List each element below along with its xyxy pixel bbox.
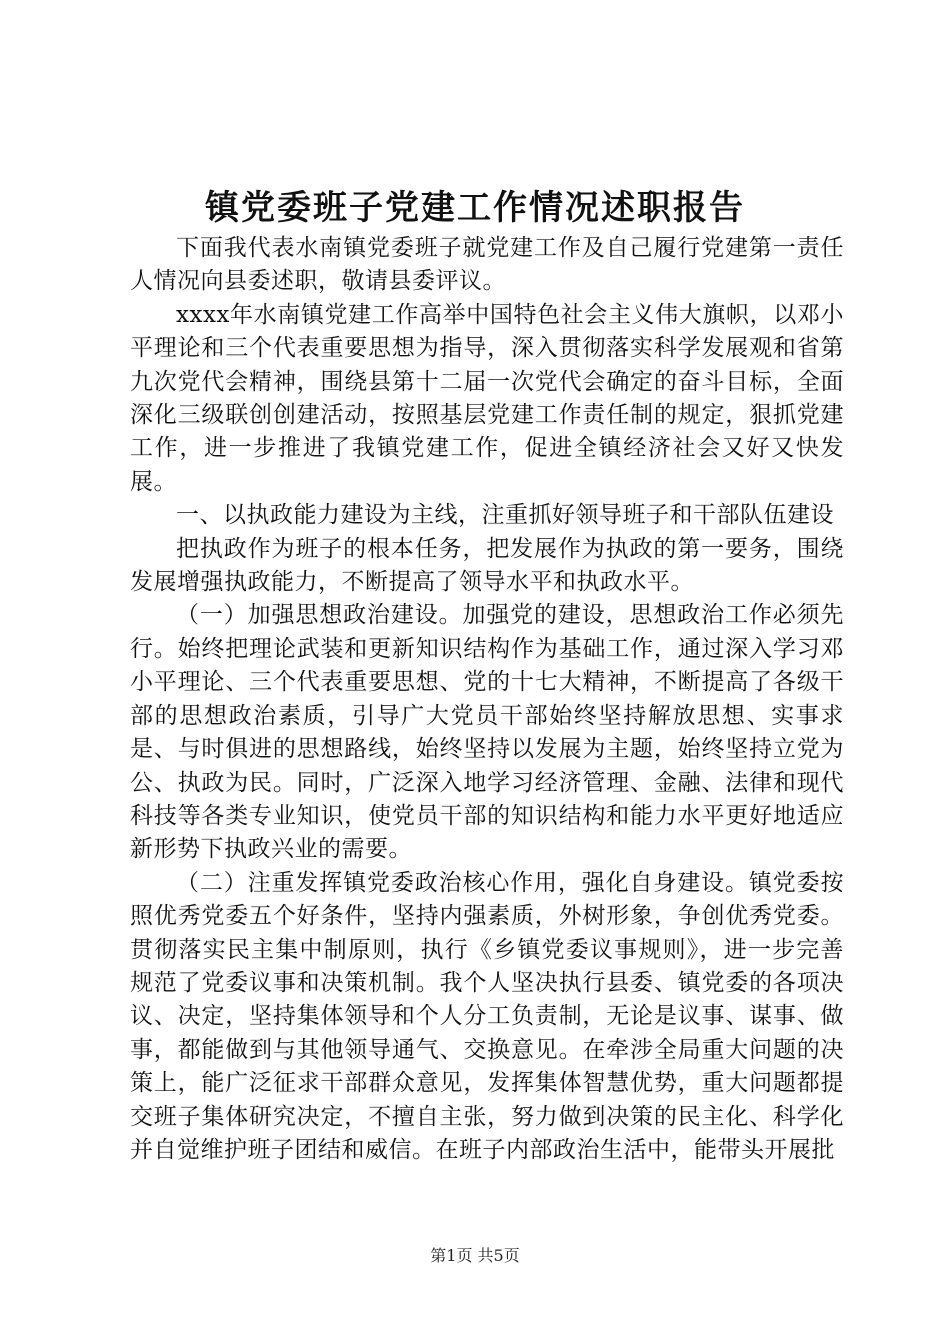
paragraph-section-one-intro: 把执政作为班子的根本任务，把发展作为执政的第一要务，围绕发展增强执政能力，不断提高了领导水平和执政水平。 <box>130 535 844 596</box>
document-body <box>130 232 844 1167</box>
document-title: 镇党委班子党建工作情况述职报告 <box>205 188 745 228</box>
section-heading-one: 一、以执政能力建设为主线，注重抓好领导班子和干部队伍建设 <box>176 502 834 529</box>
paragraph-intro: 下面我代表水南镇党委班子就党建工作及自己履行党建第一责任人情况向县委述职，敬请县委评议。 <box>130 235 844 295</box>
paragraph-subsection-two: （二）注重发挥镇党委政治核心作用，强化自身建设。镇党委按照优秀党委五个好条件，坚持内强素质，外树形象，争创优秀党委。贯彻落实民主集中制原则，执行《乡镇党委议事规则》，进一步完善规范了党委议事和决策机制。我个人坚决执行县委、镇党委的各项决议、决定，坚持集体领导和个人分工负责制，无论是议事、谋事、做事，都能做到与其他领导通气、交换意见。在牵涉全局重大问题的决策上，能广泛征求干部群众意见，发挥集体智慧优势，重大问题都提交班子集体研究决定，不擅自主张，努力做到决策的民主化、科学化并自觉维护班子团结和威信。在班子内部政治生活中，能带头开展批 <box>130 869 844 1163</box>
paragraph-subsection-one: （一）加强思想政治建设。加强党的建设，思想政治工作必须先行。始终把理论武装和更新知识结构作为基础工作，通过深入学习邓小平理论、三个代表重要思想、党的十七大精神，不断提高了各级干部的思想政治素质，引导广大党员干部始终坚持解放思想、实事求是、与时俱进的思想路线，始终坚持以发展为主题，始终坚持立党为公、执政为民。同时，广泛深入地学习经济管理、金融、法律和现代科技等各类专业知识，使党员干部的知识结构和能力水平更好地适应新形势下执政兴业的需要。 <box>130 602 844 863</box>
page-number-footer: 第1页 共5页 <box>430 1246 520 1265</box>
paragraph-overview: xxxx年水南镇党建工作高举中国特色社会主义伟大旗帜，以邓小平理论和三个代表重要思想为指导，深入贯彻落实科学发展观和省第九次党代会精神，围绕县第十二届一次党代会确定的奋斗目标，全面深化三级联创创建活动，按照基层党建工作责任制的规定，狠抓党建工作，进一步推进了我镇党建工作，促进全镇经济社会又好又快发展。 <box>130 301 844 495</box>
